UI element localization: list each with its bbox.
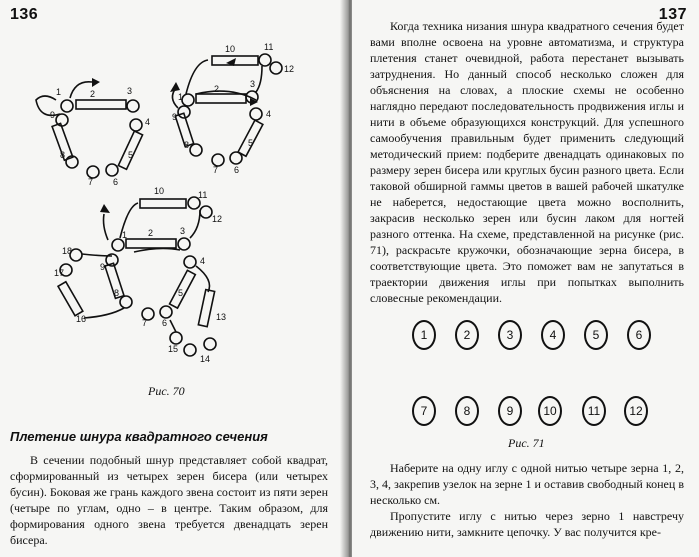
label-f2-9: 9 bbox=[172, 112, 178, 122]
label-f2-4: 4 bbox=[266, 109, 272, 119]
label-f3-9: 9 bbox=[100, 262, 106, 272]
label-f3-3: 3 bbox=[180, 226, 186, 236]
label-f1-4: 4 bbox=[145, 117, 151, 127]
label-f3-14: 14 bbox=[200, 354, 211, 364]
label-f2-2: 2 bbox=[214, 84, 220, 94]
section-heading: Плетение шнура квадратного сечения bbox=[10, 429, 268, 444]
bead-circle: 12 bbox=[624, 396, 648, 426]
label-f3-2: 2 bbox=[148, 228, 154, 238]
label-f3-7: 7 bbox=[142, 318, 148, 328]
left-page bbox=[0, 0, 346, 557]
right-page bbox=[352, 0, 699, 557]
bead-circle: 2 bbox=[455, 320, 479, 350]
label-f3-10: 10 bbox=[154, 186, 165, 196]
label-f3-18: 18 bbox=[62, 246, 73, 256]
label-f2-7: 7 bbox=[213, 165, 219, 175]
label-f3-15: 15 bbox=[168, 344, 179, 354]
bead-circle: 6 bbox=[627, 320, 651, 350]
figure-70-diagram bbox=[0, 0, 346, 400]
bead-circle: 5 bbox=[584, 320, 608, 350]
bead-circle: 7 bbox=[412, 396, 436, 426]
label-f3-17: 17 bbox=[54, 268, 65, 278]
label-f3-1: 1 bbox=[122, 230, 128, 240]
label-f1-6: 6 bbox=[113, 177, 119, 187]
diagram-ring-3 bbox=[58, 197, 216, 356]
left-paragraph: В сечении подобный шнур представляет собой квадрат, сформированный из четырех зерен бисера (или четырех бусин). Боковая же грань каждого звена состоит из пяти зерен (четыре по углам, одно – в центре. Таким образом, для формирования одного звена требуется двенадцать зерен бисера. bbox=[10, 453, 328, 547]
label-f1-3: 3 bbox=[127, 86, 133, 96]
bead-circle: 9 bbox=[498, 396, 522, 426]
label-f1-5: 5 bbox=[128, 150, 134, 160]
label-f2-12: 12 bbox=[284, 64, 295, 74]
label-f2-3: 3 bbox=[250, 79, 256, 89]
figure-71-caption: Рис. 71 bbox=[508, 436, 545, 450]
label-f1-1: 1 bbox=[56, 87, 62, 97]
bead-circle: 10 bbox=[538, 396, 562, 426]
page-number-right: 137 bbox=[658, 6, 687, 23]
label-f1-2: 2 bbox=[90, 89, 96, 99]
label-f3-13: 13 bbox=[216, 312, 227, 322]
label-f3-8: 8 bbox=[114, 288, 120, 298]
label-f3-12: 12 bbox=[212, 214, 223, 224]
label-f3-5: 5 bbox=[178, 288, 184, 298]
label-f2-10: 10 bbox=[225, 44, 236, 54]
label-f2-1: 1 bbox=[178, 92, 184, 102]
page-number-left: 136 bbox=[10, 6, 39, 23]
right-paragraph-1: Когда техника низания шнура квадратного сечения будет вами вполне освоена на уровне автоматизма, и структура плетения станет очевидной, работа перестанет вызывать затруднения. Но данный способ несколько сложен для объяснения на словах, а плоские схемы не особенно наглядно передают последовательность продвижения иглы и нити в объеме образующихся конструкций. Для успешного самообучения правильным будет применить следующий методический прием: подберите двенадцать одинаковых по размеру зерен бисера или круглых бусин разного цвета. Если таковой обширной гаммы цветов в вашей рабочей шкатулке не наберется, недостающие цвета можно восполнить, закрасив несколько зерен или бусин лаком для ногтей разного оттенка. На схеме, представленной на рисунке (рис. 71), раскрасьте кружочки, обозначающие зерна бисера, в соответствующие цвета. Это поможет вам не запутаться в траектории движения иглы при попытках выполнить словесные рекомендации. bbox=[370, 19, 684, 305]
bead-circle: 8 bbox=[455, 396, 479, 426]
figure-70-caption: Рис. 70 bbox=[148, 384, 185, 398]
right-body-text-top bbox=[370, 18, 684, 306]
bead-circle: 1 bbox=[412, 320, 436, 350]
label-f3-11: 11 bbox=[198, 190, 208, 200]
label-f1-7: 7 bbox=[88, 177, 94, 187]
bead-circle: 4 bbox=[541, 320, 565, 350]
right-paragraph-2: Наберите на одну иглу с одной нитью четыре зерна 1, 2, 3, 4, закрепив узелок на зерне 1 и оставив свободный конец в несколько см. bbox=[370, 461, 684, 507]
left-body-text bbox=[10, 452, 328, 548]
label-f2-5: 5 bbox=[248, 138, 254, 148]
right-paragraph-3: Пропустите иглу с нитью через зерно 1 навстречу движению нити, замкните цепочку. У вас получится кре- bbox=[370, 509, 684, 539]
label-f2-8: 8 bbox=[184, 140, 190, 150]
label-f3-16: 16 bbox=[76, 314, 87, 324]
label-f2-6: 6 bbox=[234, 165, 240, 175]
label-f1-9: 9 bbox=[50, 110, 56, 120]
label-f3-6: 6 bbox=[162, 318, 168, 328]
label-f2-11: 11 bbox=[264, 42, 274, 52]
bead-circle: 11 bbox=[582, 396, 606, 426]
bead-circle: 3 bbox=[498, 320, 522, 350]
label-f1-8: 8 bbox=[60, 150, 66, 160]
label-f3-4: 4 bbox=[200, 256, 206, 266]
right-body-text-bottom bbox=[370, 460, 684, 540]
